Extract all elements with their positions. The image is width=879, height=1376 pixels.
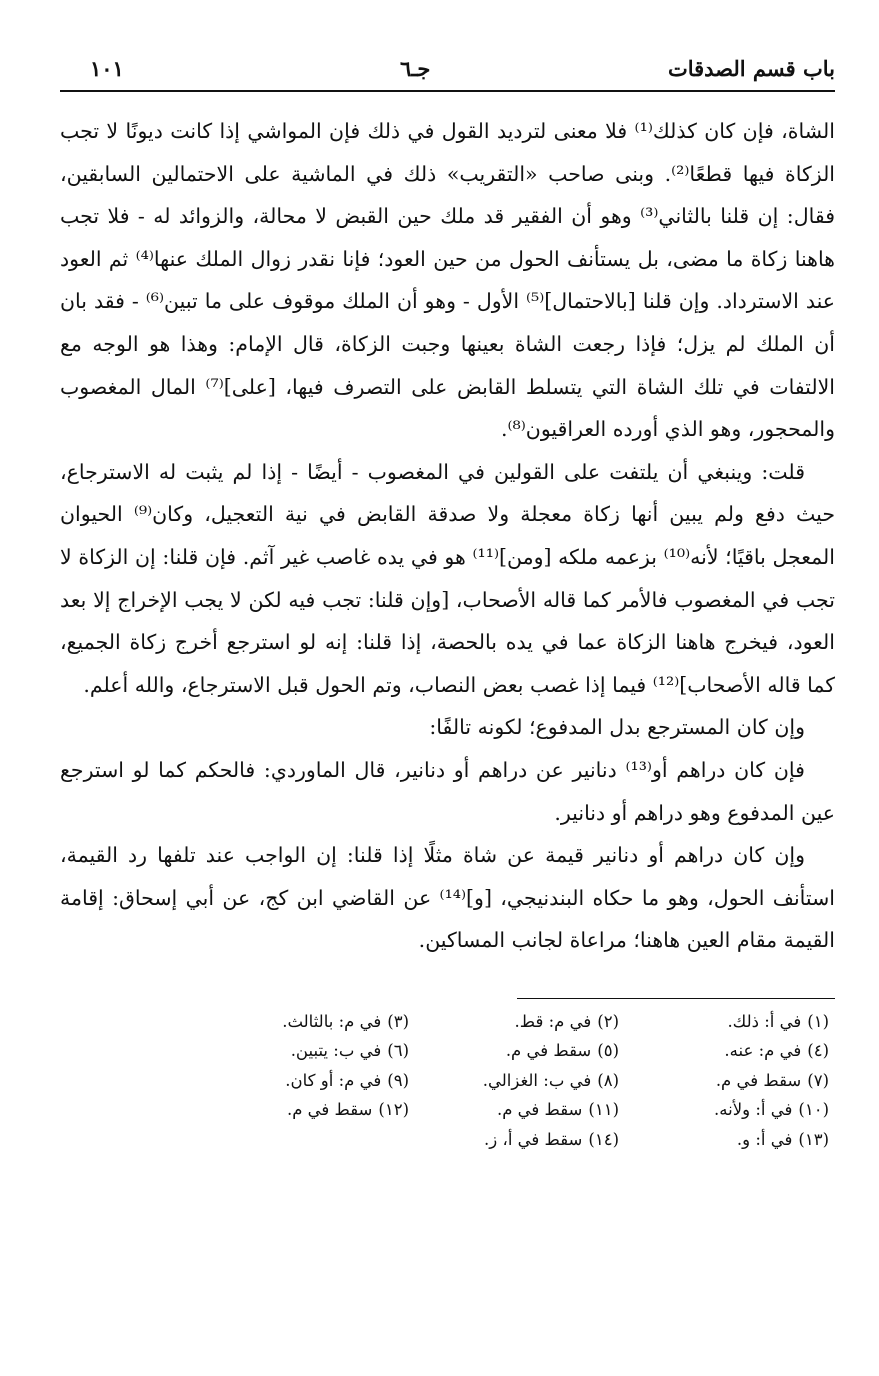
footnote [209, 1095, 409, 1125]
footnote-number: (١٠) [798, 1100, 829, 1120]
footnote [419, 1007, 619, 1037]
footnote-text: في أ: ولأنه. [714, 1100, 793, 1120]
footnote-text: سقط في م. [286, 1100, 373, 1120]
footnote-text: في أ: ذلك. [727, 1011, 802, 1031]
footnote [419, 1095, 619, 1125]
book-page [60, 48, 835, 1154]
footnote-rule [517, 998, 835, 999]
footnote-number: (١٤) [588, 1129, 619, 1149]
footnote [209, 1036, 409, 1066]
footnote-number: (١١) [588, 1100, 619, 1120]
footnote [419, 1036, 619, 1066]
paragraph: وإن كان دراهم أو دنانير قيمة عن شاة مثلًا إذا قلنا: إن الواجب عند تلفها رد القيمة، استأنف الحول، وهو ما حكاه البندنيجي، [و]⁽¹⁴⁾ عن القاضي ابن كج، عن أبي إسحاق: إقامة القيمة مقام العين هاهنا؛ مراعاة لجانب المساكين. [60, 843, 835, 953]
footnote-number: (١٣) [798, 1129, 829, 1149]
footnote [209, 1007, 409, 1037]
header-rule [60, 90, 835, 92]
footnote-text: في ب: الغزالي. [482, 1070, 592, 1090]
paragraph: وإن كان المسترجع بدل المدفوع؛ لكونه تالفًا: [429, 715, 805, 740]
footnote-text: في م: أو كان. [285, 1070, 382, 1090]
footnote-number: (٧) [807, 1070, 829, 1090]
footnotes [60, 1007, 829, 1155]
footnote-number: (٨) [597, 1070, 619, 1090]
footnote-text: في أ: و. [736, 1129, 793, 1149]
footnote-number: (٩) [387, 1070, 409, 1090]
footnote [629, 1125, 829, 1155]
footnote [629, 1095, 829, 1125]
main-text [60, 110, 835, 962]
running-header [60, 48, 835, 90]
footnote-number: (٢) [597, 1011, 619, 1031]
footnote-number: (١) [807, 1011, 829, 1031]
footnote-text: في م: قط. [514, 1011, 592, 1031]
footnote-number: (٤) [807, 1041, 829, 1061]
footnote [209, 1066, 409, 1096]
footnote [419, 1125, 619, 1155]
footnote-text: سقط في م. [715, 1070, 802, 1090]
footnote [629, 1066, 829, 1096]
footnote [419, 1066, 619, 1096]
footnote-number: (١٢) [378, 1100, 409, 1120]
footnote-text: سقط في م. [496, 1100, 583, 1120]
footnote-text: في م: عنه. [724, 1041, 802, 1061]
footnote-text: في ب: يتبين. [290, 1041, 382, 1061]
paragraph: قلت: وينبغي أن يلتفت على القولين في المغصوب - أيضًا - إذا لم يثبت له الاسترجاع، حيث دفع ولم يبين أنها زكاة معجلة ولا صدقة القابض في نية التعجيل، وكان⁽⁹⁾ الحيوان المعجل باقيًا؛ لأنه⁽¹⁰⁾ بزعمه ملكه [ومن]⁽¹¹⁾ هو في يده غاصب غير آثم. فإن قلنا: إن الزكاة لا تجب في المغصوب فالأمر كما قاله الأصحاب، [وإن قلنا: تجب فيه لكن لا يجب الإخراج إلا بعد العود، فيخرج هاهنا الزكاة عما في يده بالحصة، إذا قلنا: إنه لو استرجع أخرج زكاة الجميع، كما قاله الأصحاب]⁽¹²⁾ فيما إذا غصب بعض النصاب، وتم الحول قبل الاسترجاع، والله أعلم. [60, 459, 835, 697]
page-number: ١٠١ [90, 56, 124, 81]
footnote-text: سقط في أ، ز. [484, 1129, 583, 1149]
footnote-text: سقط في م. [505, 1041, 592, 1061]
paragraph: فإن كان دراهم أو⁽¹³⁾ دنانير عن دراهم أو دنانير، قال الماوردي: فالحكم كما لو استرجع عين المدفوع وهو دراهم أو دنانير. [60, 757, 835, 825]
volume-label: جـ٦ [400, 56, 431, 81]
chapter-title: باب قسم الصدقات [667, 56, 835, 81]
footnote-number: (٥) [597, 1041, 619, 1061]
footnote-number: (٦) [387, 1041, 409, 1061]
paragraph: الشاة، فإن كان كذلك⁽¹⁾ فلا معنى لترديد القول في ذلك فإن المواشي إذا كانت ديونًا لا تجب الزكاة فيها قطعًا⁽²⁾. وبنى صاحب «التقريب» ذلك في الماشية على الاحتمالين السابقين، فقال: إن قلنا بالثاني⁽³⁾ وهو أن الفقير قد ملك حين القبض لا محالة، والزوائد له - فلا تجب هاهنا زكاة ما مضى، بل يستأنف الحول من حين العود؛ فإنا نقدر زوال الملك عنها⁽⁴⁾ ثم العود عند الاسترداد. وإن قلنا [بالاحتمال]⁽⁵⁾ الأول - وهو أن الملك موقوف على ما تبين⁽⁶⁾ - فقد بان أن الملك لم يزل؛ فإذا رجعت الشاة بعينها وجبت الزكاة، قال الإمام: وهذا هو الوجه مع الالتفات في تلك الشاة التي يتسلط القابض على التصرف فيها، [على]⁽⁷⁾ المال المغصوب والمحجور، وهو الذي أورده العراقيون⁽⁸⁾. [60, 119, 836, 442]
footnote-number: (٣) [387, 1011, 409, 1031]
footnote-text: في م: بالثالث. [282, 1011, 382, 1031]
footnote [629, 1007, 829, 1037]
footnote [629, 1036, 829, 1066]
